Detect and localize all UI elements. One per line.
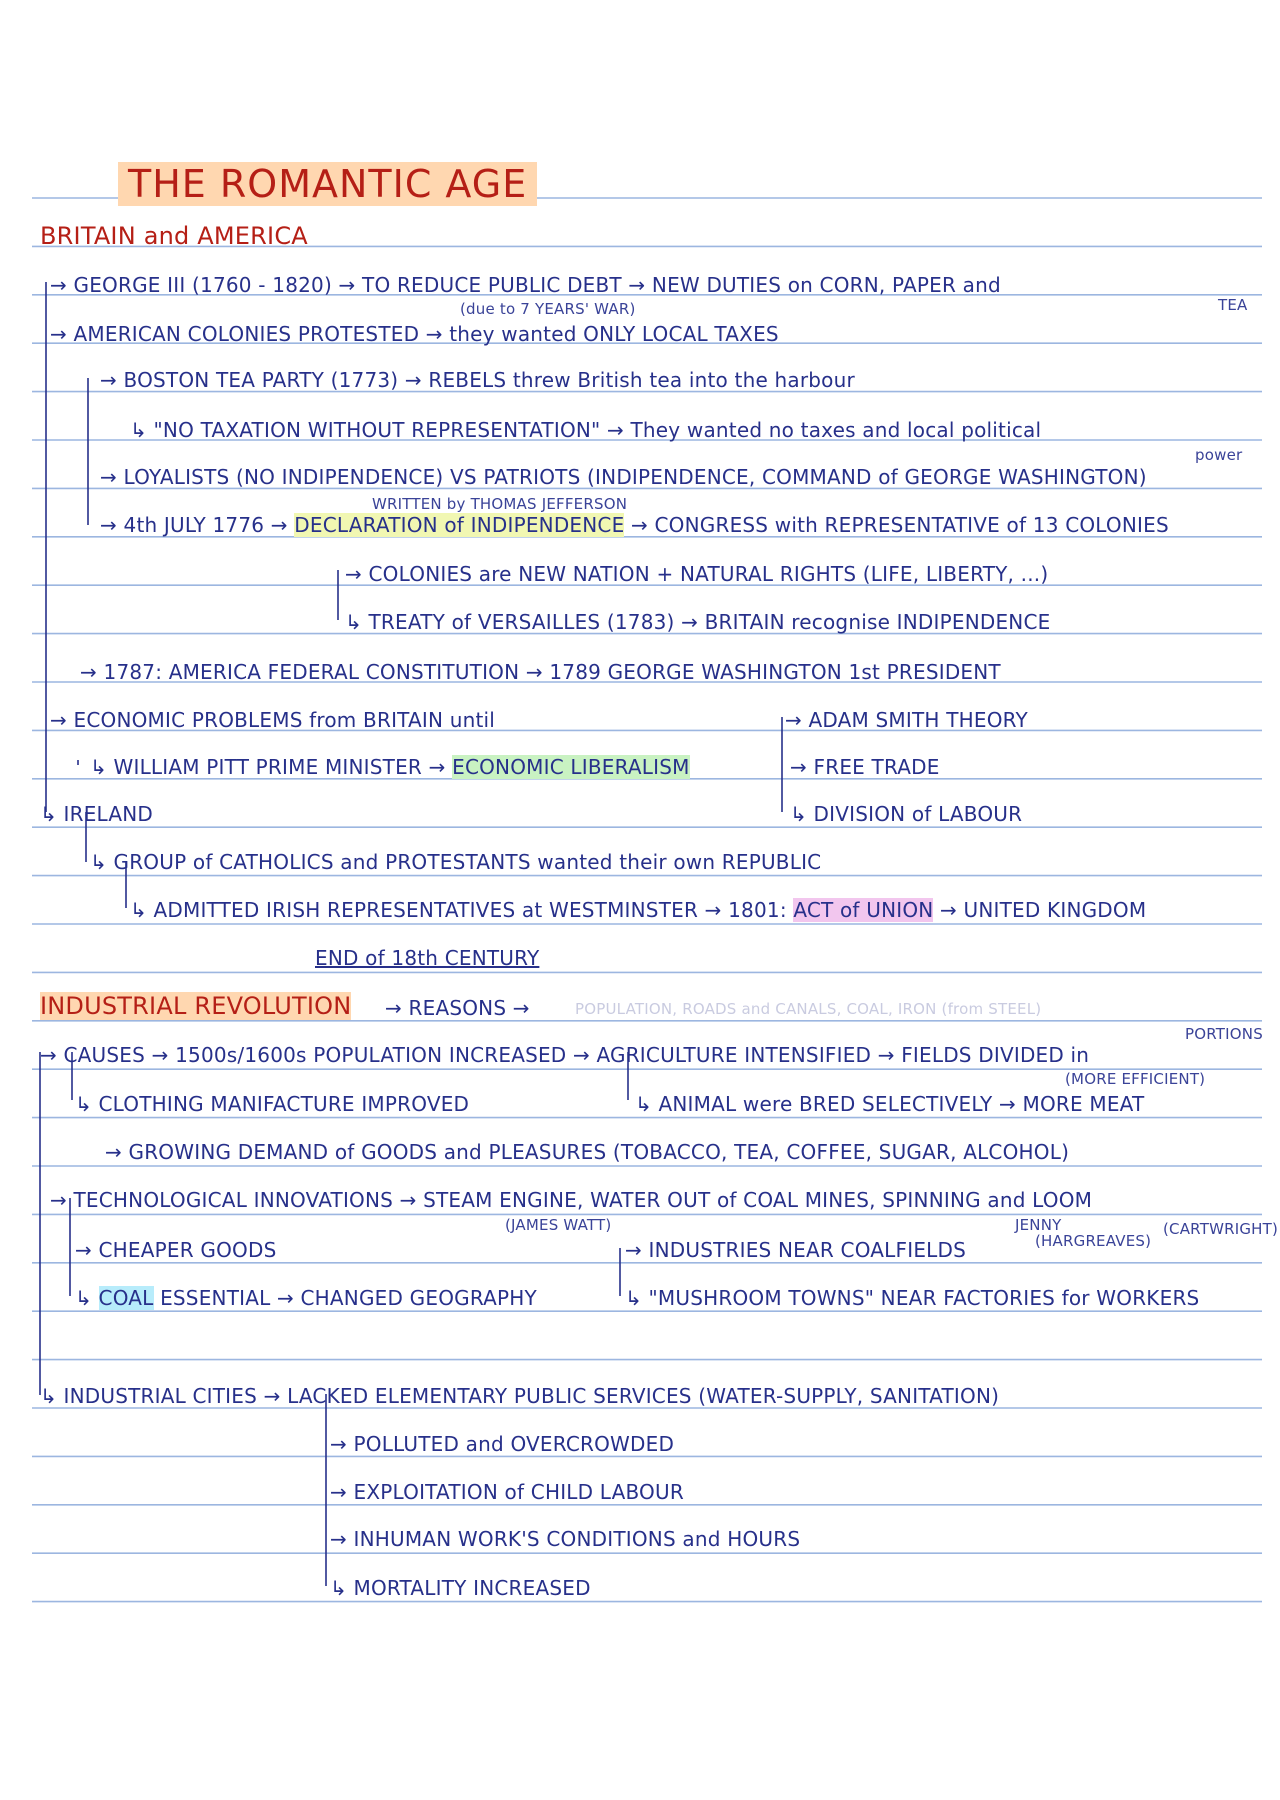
note-free-trade: → FREE TRADE (790, 755, 940, 779)
note-causes: → CAUSES → 1500s/1600s POPULATION INCREASED → AGRICULTURE INTENSIFIED → FIELDS DIVIDED in (40, 1043, 1090, 1067)
pitt-prefix: ↳ WILLIAM PITT PRIME MINISTER → (90, 755, 446, 779)
july-prefix: → 4th JULY 1776 → (100, 513, 288, 537)
note-pitt (90, 755, 690, 779)
note-division: ↳ DIVISION of LABOUR (790, 802, 1023, 826)
note-new-nation: → COLONIES are NEW NATION + NATURAL RIGHTS (LIFE, LIBERTY, ...) (345, 562, 1049, 586)
liberalism-highlight: ECONOMIC LIBERALISM (452, 755, 690, 779)
note-ireland: ↳ IRELAND (40, 802, 153, 826)
coal-highlight: COAL (98, 1286, 154, 1310)
section-heading-industrial: INDUSTRIAL REVOLUTION (40, 992, 352, 1020)
note-cheaper: → CHEAPER GOODS (75, 1238, 277, 1262)
note-war: (due to 7 YEARS' WAR) (460, 300, 636, 318)
note-more-efficient: (MORE EFFICIENT) (1065, 1070, 1206, 1088)
note-july (100, 513, 1169, 537)
note-end-century: END of 18th CENTURY (315, 946, 540, 970)
note-jenny: JENNY (1015, 1216, 1062, 1234)
admitted-prefix: ↳ ADMITTED IRISH REPRESENTATIVES at WESTMINSTER → 1801: (130, 898, 787, 922)
note-written-by: WRITTEN by THOMAS JEFFERSON (372, 495, 628, 513)
section-heading-britain: BRITAIN and AMERICA (40, 222, 308, 250)
note-child: → EXPLOITATION of CHILD LABOUR (330, 1480, 684, 1504)
united-kingdom-text: → UNITED KINGDOM (940, 898, 1147, 922)
note-catholics: ↳ GROUP of CATHOLICS and PROTESTANTS wanted their own REPUBLIC (90, 850, 822, 874)
note-coalfields: → INDUSTRIES NEAR COALFIELDS (625, 1238, 967, 1262)
note-george: → GEORGE III (1760 - 1820) → TO REDUCE PUBLIC DEBT → NEW DUTIES on CORN, PAPER and (50, 273, 1001, 297)
note-polluted: → POLLUTED and OVERCROWDED (330, 1432, 675, 1456)
note-loyalists: → LOYALISTS (NO INDIPENDENCE) VS PATRIOTS (INDIPENDENCE, COMMAND of GEORGE WASHINGTON) (100, 465, 1147, 489)
note-mushroom: ↳ "MUSHROOM TOWNS" NEAR FACTORIES for WORKERS (625, 1286, 1200, 1310)
congress-text: → CONGRESS with REPRESENTATIVE of 13 COLONIES (631, 513, 1169, 537)
note-cities: ↳ INDUSTRIAL CITIES → LACKED ELEMENTARY PUBLIC SERVICES (WATER-SUPPLY, SANITATION) (40, 1384, 1000, 1408)
note-economic: → ECONOMIC PROBLEMS from BRITAIN until (50, 708, 496, 732)
note-reasons: → REASONS → (385, 996, 530, 1020)
page-title: THE ROMANTIC AGE (118, 162, 537, 206)
note-clothing: ↳ CLOTHING MANIFACTURE IMPROVED (75, 1092, 470, 1116)
note-coal (75, 1286, 537, 1310)
note-cartwright: (CARTWRIGHT) (1163, 1220, 1279, 1238)
note-tea: TEA (1218, 296, 1248, 314)
note-inhuman: → INHUMAN WORK'S CONDITIONS and HOURS (330, 1527, 801, 1551)
note-mortality: ↳ MORTALITY INCREASED (330, 1576, 591, 1600)
note-james-watt: (JAMES WATT) (505, 1216, 612, 1234)
coal-rest: ESSENTIAL → CHANGED GEOGRAPHY (160, 1286, 537, 1310)
note-treaty: ↳ TREATY of VERSAILLES (1783) → BRITAIN recognise INDIPENDENCE (345, 610, 1051, 634)
act-union-highlight: ACT of UNION (793, 898, 934, 922)
declaration-highlight: DECLARATION of INDIPENDENCE (294, 513, 625, 537)
note-portions: PORTIONS (1185, 1025, 1263, 1043)
note-boston: → BOSTON TEA PARTY (1773) → REBELS threw British tea into the harbour (100, 368, 855, 392)
coal-prefix: ↳ (75, 1286, 92, 1310)
note-growing: → GROWING DEMAND of GOODS and PLEASURES (TOBACCO, TEA, COFFEE, SUGAR, ALCOHOL) (105, 1140, 1070, 1164)
note-tech: → TECHNOLOGICAL INNOVATIONS → STEAM ENGINE, WATER OUT of COAL MINES, SPINNING and LOOM (50, 1188, 1093, 1212)
note-hargreaves: (HARGREAVES) (1035, 1232, 1152, 1250)
note-constitution: → 1787: AMERICA FEDERAL CONSTITUTION → 1789 GEORGE WASHINGTON 1st PRESIDENT (80, 660, 1001, 684)
note-no-taxation: ↳ "NO TAXATION WITHOUT REPRESENTATION" → They wanted no taxes and local political (130, 418, 1042, 442)
note-reasons-faint: POPULATION, ROADS and CANALS, COAL, IRON (from STEEL) (575, 1000, 1042, 1018)
note-animal: ↳ ANIMAL were BRED SELECTIVELY → MORE MEAT (635, 1092, 1145, 1116)
note-adam-smith: → ADAM SMITH THEORY (785, 708, 1028, 732)
note-power: power (1195, 446, 1243, 464)
note-colonies: → AMERICAN COLONIES PROTESTED → they wanted ONLY LOCAL TAXES (50, 322, 779, 346)
note-admitted (130, 898, 1146, 922)
